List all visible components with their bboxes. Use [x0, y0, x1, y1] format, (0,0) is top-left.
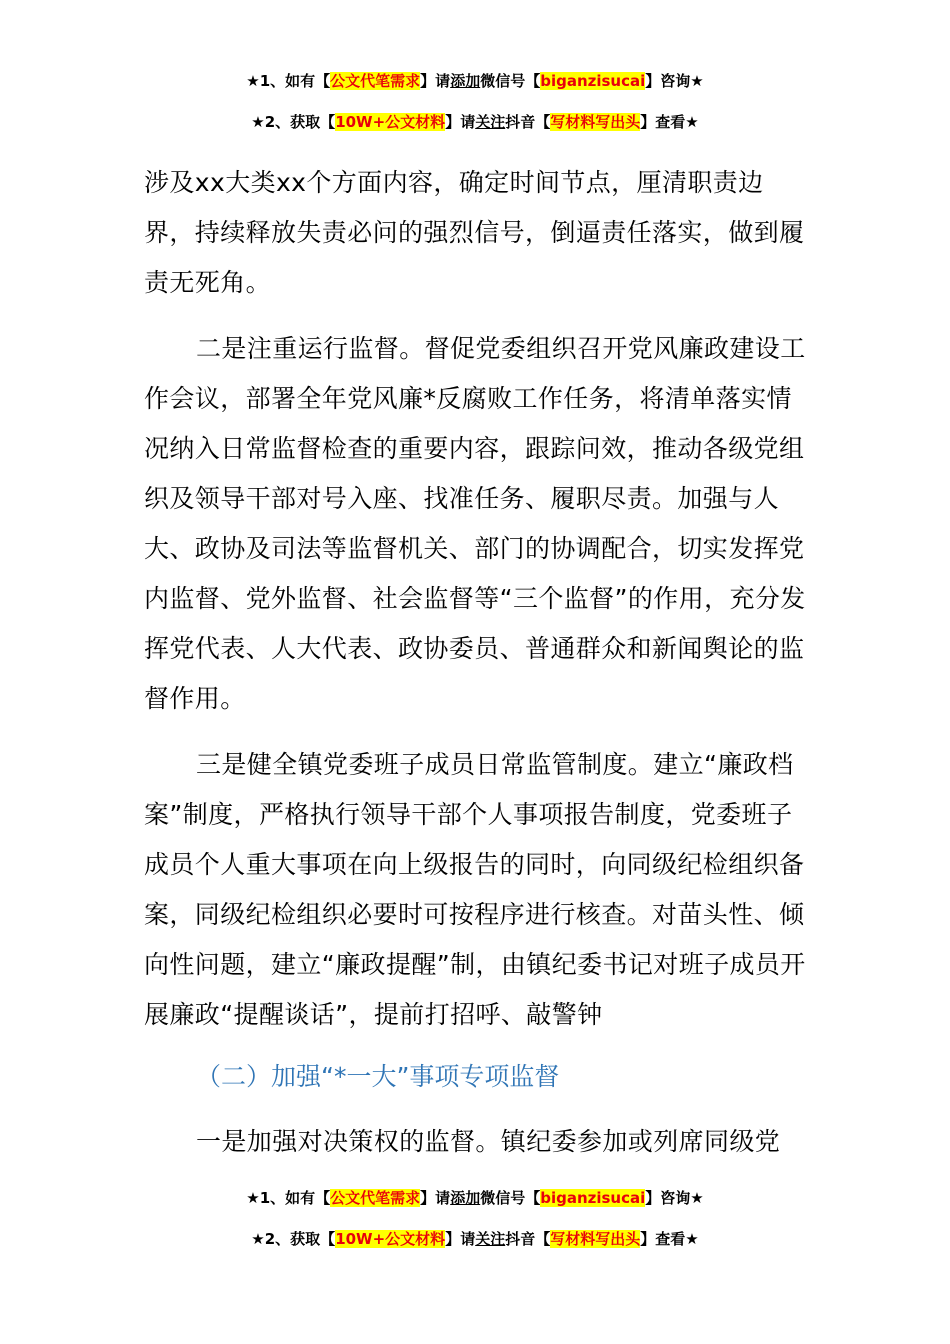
paragraph-continued: 涉及xx大类xx个方面内容，确定时间节点，厘清职责边界，持续释放失责必问的强烈信号，倒逼责任落实，做到履责无死角。: [144, 168, 805, 297]
paragraph-decision-supervision: 一是加强对决策权的监督。镇纪委参加或列席同级党: [196, 1127, 781, 1156]
header-promo-line-2: ★2、获取【10W+公文材料】请关注抖音【写材料写出头】查看★: [251, 113, 699, 131]
highlight-wechat-id: biganzisucai: [540, 1189, 646, 1207]
header-promo-line-1: ★1、如有【公文代笔需求】请添加微信号【biganzisucai】咨询★: [246, 72, 704, 90]
paragraph-operation-supervision: 二是注重运行监督。督促党委组织召开党风廉政建设工作会议，部署全年党风廉*反腐败工作任务，将清单落实情况纳入日常监督检查的重要内容，跟踪问效，推动各级党组织及领导干部对号入座、找准任务、履职尽责。加强与人大、政协及司法等监督机关、部门的协调配合，切实发挥党内监督、党外监督、社会监督等“三个监督”的作用，充分发挥党代表、人大代表、政协委员、普通群众和新闻舆论的监督作用。: [144, 334, 806, 713]
document-body-top: [144, 158, 808, 1040]
highlight-materials: 10W+公文材料: [335, 1230, 446, 1248]
highlight-wechat-id: biganzisucai: [540, 72, 646, 90]
highlight-materials: 10W+公文材料: [335, 113, 446, 131]
highlight-douyin-account: 写材料写出头: [550, 113, 641, 131]
section-heading: （二）加强“*一大”事项专项监督: [196, 1062, 560, 1091]
footer-promo-line-1: ★1、如有【公文代笔需求】请添加微信号【biganzisucai】咨询★: [246, 1189, 704, 1207]
document-body-bottom: [144, 1117, 808, 1167]
footer-promo-line-2: ★2、获取【10W+公文材料】请关注抖音【写材料写出头】查看★: [251, 1230, 699, 1248]
highlight-douyin-account: 写材料写出头: [550, 1230, 641, 1248]
highlight-service: 公文代笔需求: [330, 1189, 421, 1207]
highlight-service: 公文代笔需求: [330, 72, 421, 90]
paragraph-daily-supervision-system: 三是健全镇党委班子成员日常监管制度。建立“廉政档案”制度，严格执行领导干部个人事项报告制度，党委班子成员个人重大事项在向上级报告的同时，向同级纪检组织备案，同级纪检组织必要时可按程序进行核查。对苗头性、倾向性问题，建立“廉政提醒”制，由镇纪委书记对班子成员开展廉政“提醒谈话”，提前打招呼、敲警钟: [144, 750, 806, 1029]
